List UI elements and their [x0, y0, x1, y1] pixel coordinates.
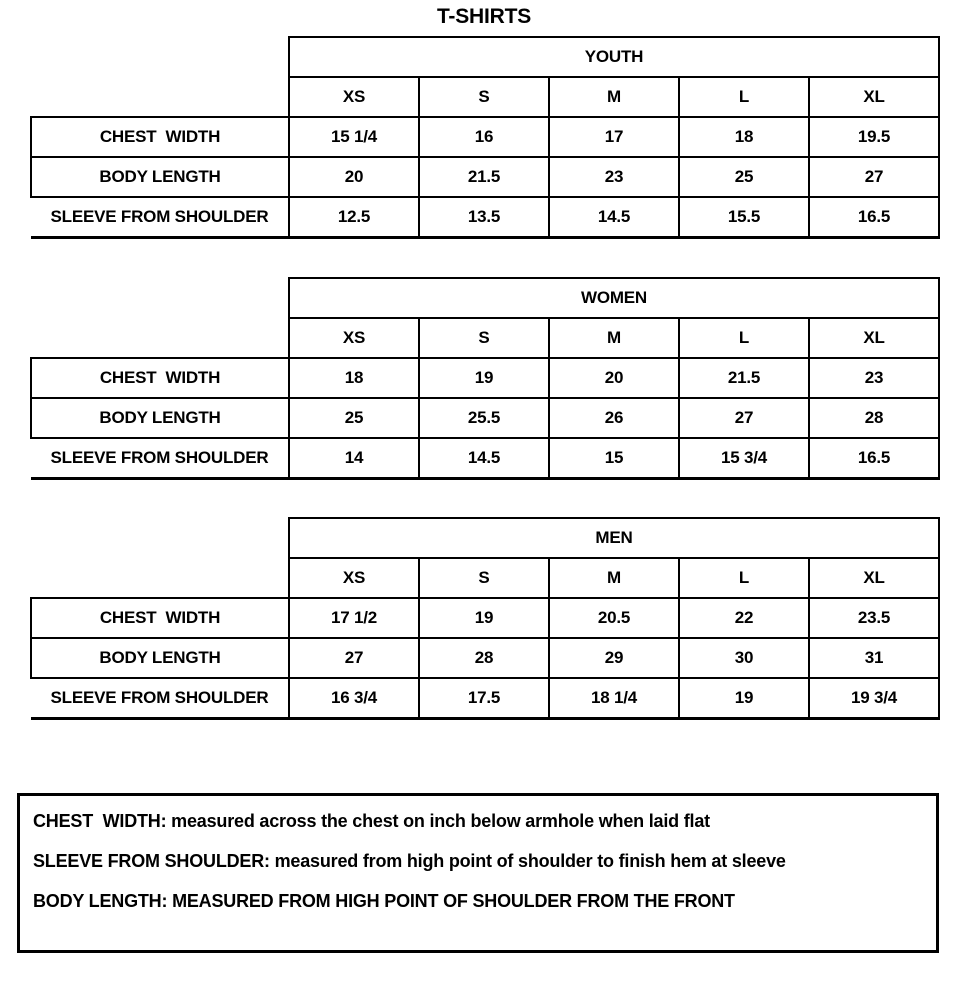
sizes-header-row	[31, 558, 939, 598]
size-column-header-xs: XS	[289, 558, 419, 598]
notes-box	[17, 793, 939, 953]
size-value-cell: 18	[289, 358, 419, 398]
table-row-chest-width	[31, 117, 939, 157]
size-column-header-xl: XL	[809, 558, 939, 598]
size-table-youth	[30, 36, 940, 239]
size-value-cell: 20	[549, 358, 679, 398]
group-header-youth: YOUTH	[289, 37, 939, 77]
size-value-cell: 25	[289, 398, 419, 438]
table-row-sleeve	[31, 197, 939, 237]
size-value-cell: 23	[549, 157, 679, 197]
size-value-cell: 17 1/2	[289, 598, 419, 638]
row-label-chest-width: CHEST WIDTH	[31, 358, 289, 398]
size-value-cell: 16.5	[809, 197, 939, 237]
size-column-header-xs: XS	[289, 318, 419, 358]
note-chest-width: CHEST WIDTH: measured across the chest on inch below armhole when laid flat	[33, 811, 710, 831]
row-label-sleeve: SLEEVE FROM SHOULDER	[31, 197, 289, 237]
group-header-row	[31, 518, 939, 558]
note-body-length: BODY LENGTH: MEASURED FROM HIGH POINT OF SHOULDER FROM THE FRONT	[33, 891, 735, 911]
size-value-cell: 15 1/4	[289, 117, 419, 157]
size-value-cell: 19.5	[809, 117, 939, 157]
size-value-cell: 27	[289, 638, 419, 678]
empty-corner	[31, 77, 289, 117]
size-value-cell: 22	[679, 598, 809, 638]
table-row-chest-width	[31, 598, 939, 638]
size-value-cell: 28	[419, 638, 549, 678]
size-column-header-m: M	[549, 77, 679, 117]
empty-corner	[31, 318, 289, 358]
size-column-header-xs: XS	[289, 77, 419, 117]
size-value-cell: 21.5	[419, 157, 549, 197]
size-value-cell: 20	[289, 157, 419, 197]
group-header-row	[31, 278, 939, 318]
page-title: T-SHIRTS	[436, 5, 532, 28]
note-sleeve: SLEEVE FROM SHOULDER: measured from high point of shoulder to finish hem at sleeve	[33, 851, 786, 871]
size-column-header-l: L	[679, 558, 809, 598]
size-value-cell: 17	[549, 117, 679, 157]
table-row-body-length	[31, 157, 939, 197]
row-label-sleeve: SLEEVE FROM SHOULDER	[31, 678, 289, 718]
size-value-cell: 30	[679, 638, 809, 678]
size-value-cell: 19 3/4	[809, 678, 939, 718]
size-value-cell: 13.5	[419, 197, 549, 237]
size-value-cell: 31	[809, 638, 939, 678]
group-header-row	[31, 37, 939, 77]
size-value-cell: 25.5	[419, 398, 549, 438]
table-row-sleeve	[31, 678, 939, 718]
size-value-cell: 27	[679, 398, 809, 438]
row-label-chest-width: CHEST WIDTH	[31, 117, 289, 157]
size-column-header-s: S	[419, 318, 549, 358]
empty-corner	[31, 518, 289, 558]
table-row-sleeve	[31, 438, 939, 478]
size-value-cell: 21.5	[679, 358, 809, 398]
size-value-cell: 23.5	[809, 598, 939, 638]
size-value-cell: 19	[419, 358, 549, 398]
table-row-chest-width	[31, 358, 939, 398]
size-value-cell: 19	[679, 678, 809, 718]
size-table-men	[30, 517, 940, 720]
sizes-header-row	[31, 318, 939, 358]
group-header-women: WOMEN	[289, 278, 939, 318]
size-column-header-l: L	[679, 318, 809, 358]
size-column-header-s: S	[419, 77, 549, 117]
row-label-body-length: BODY LENGTH	[31, 638, 289, 678]
size-value-cell: 15.5	[679, 197, 809, 237]
size-value-cell: 18 1/4	[549, 678, 679, 718]
size-column-header-xl: XL	[809, 318, 939, 358]
size-column-header-m: M	[549, 318, 679, 358]
size-value-cell: 15 3/4	[679, 438, 809, 478]
row-label-body-length: BODY LENGTH	[31, 398, 289, 438]
table-row-body-length	[31, 638, 939, 678]
size-value-cell: 18	[679, 117, 809, 157]
size-value-cell: 15	[549, 438, 679, 478]
size-value-cell: 16	[419, 117, 549, 157]
empty-corner	[31, 558, 289, 598]
size-value-cell: 23	[809, 358, 939, 398]
size-value-cell: 12.5	[289, 197, 419, 237]
size-value-cell: 19	[419, 598, 549, 638]
size-value-cell: 14.5	[549, 197, 679, 237]
size-column-header-l: L	[679, 77, 809, 117]
size-value-cell: 14	[289, 438, 419, 478]
table-row-body-length	[31, 398, 939, 438]
size-table-women	[30, 277, 940, 480]
row-label-body-length: BODY LENGTH	[31, 157, 289, 197]
size-value-cell: 14.5	[419, 438, 549, 478]
size-column-header-xl: XL	[809, 77, 939, 117]
size-value-cell: 29	[549, 638, 679, 678]
size-value-cell: 26	[549, 398, 679, 438]
sizes-header-row	[31, 77, 939, 117]
size-value-cell: 25	[679, 157, 809, 197]
size-value-cell: 20.5	[549, 598, 679, 638]
empty-corner	[31, 278, 289, 318]
size-value-cell: 28	[809, 398, 939, 438]
size-column-header-m: M	[549, 558, 679, 598]
row-label-chest-width: CHEST WIDTH	[31, 598, 289, 638]
size-value-cell: 27	[809, 157, 939, 197]
empty-corner	[31, 37, 289, 77]
size-value-cell: 16.5	[809, 438, 939, 478]
size-value-cell: 16 3/4	[289, 678, 419, 718]
row-label-sleeve: SLEEVE FROM SHOULDER	[31, 438, 289, 478]
size-value-cell: 17.5	[419, 678, 549, 718]
size-column-header-s: S	[419, 558, 549, 598]
group-header-men: MEN	[289, 518, 939, 558]
